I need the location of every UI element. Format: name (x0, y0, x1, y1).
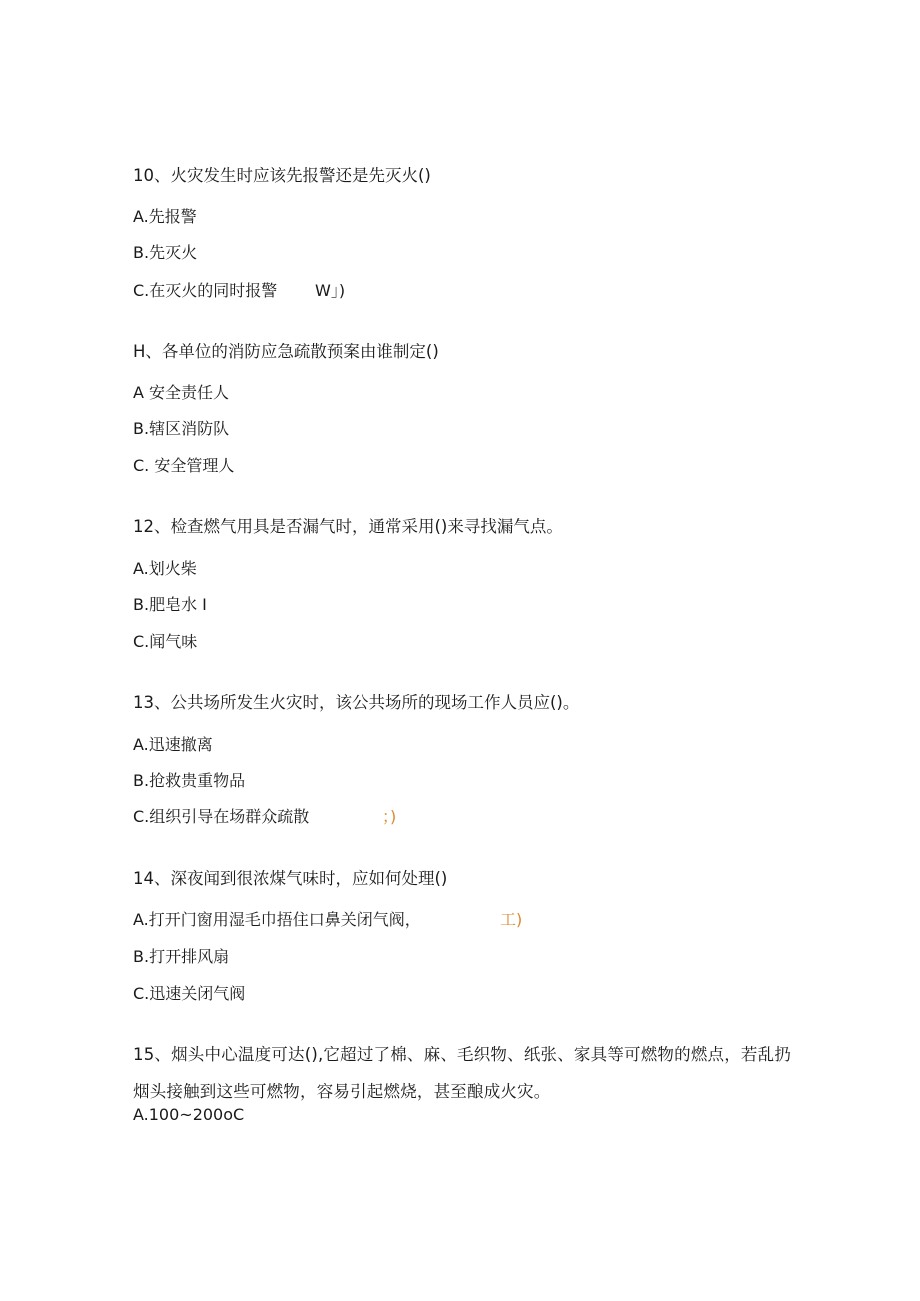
q13-handwritten-mark: ；) (382, 807, 397, 826)
q11-option-a: A 安全责任人 (133, 383, 230, 402)
q12-option-c: C.闻气味 (133, 632, 198, 651)
question-15: 15、烟头中心温度可达(),它超过了棉、麻、毛织物、纸张、家具等可燃物的燃点，若乱扔烟头接触到这些可燃物，容易引起燃烧，甚至酿成火灾。 (133, 1045, 792, 1101)
q14-option-c: C.迅速关闭气阀 (133, 984, 246, 1003)
q13-option-c: C.组织引导在场群众疏散 (133, 807, 310, 826)
q13-option-b: B.抢救贵重物品 (133, 771, 246, 790)
q10-option-b: B.先灭火 (133, 243, 198, 262)
q14-option-b: B.打开排风扇 (133, 947, 230, 966)
q12-option-a: A.划火柴 (133, 559, 197, 578)
q12-option-b: B.肥皂水 I (133, 595, 207, 614)
q14-handwritten-mark: 工) (500, 910, 523, 929)
question-10: 10、火灾发生时应该先报警还是先灭火() (133, 166, 431, 185)
question-11: H、各单位的消防应急疏散预案由谁制定() (133, 342, 439, 361)
q10-option-c: C.在灭火的同时报警 (133, 281, 278, 300)
question-13: 13、公共场所发生火灾时，该公共场所的现场工作人员应()。 (133, 693, 580, 712)
question-14: 14、深夜闻到很浓煤气味时，应如何处理() (133, 869, 448, 888)
q11-option-c: C. 安全管理人 (133, 456, 235, 475)
question-12: 12、检查燃气用具是否漏气时，通常采用()来寻找漏气点。 (133, 517, 563, 536)
q15-option-a: A.100~200oC (133, 1105, 245, 1124)
q11-option-b: B.辖区消防队 (133, 419, 230, 438)
q13-option-a: A.迅速撤离 (133, 735, 213, 754)
q10-option-a: A.先报警 (133, 207, 197, 226)
q14-option-a: A.打开门窗用湿毛巾捂住口鼻关闭气阀， (133, 910, 421, 929)
q10-handwritten-mark: W」) (315, 281, 346, 300)
